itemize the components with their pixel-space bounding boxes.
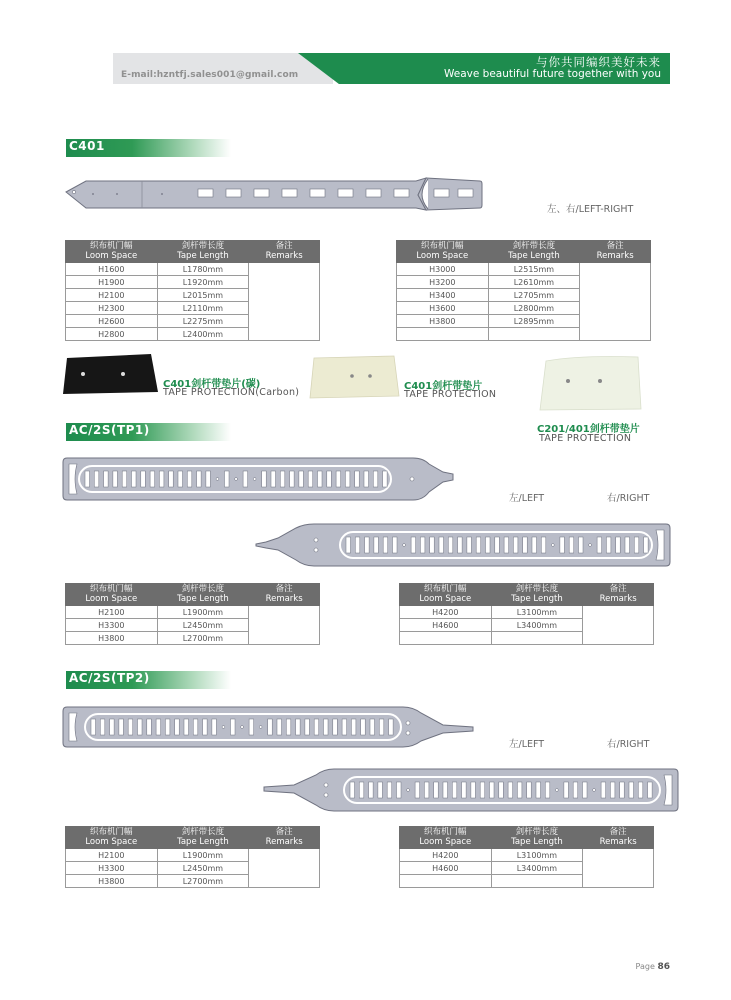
tape-hole: [216, 478, 219, 481]
tape-slot: [175, 719, 180, 735]
tape-slot: [268, 719, 273, 735]
tape-slot: [351, 719, 356, 735]
tape-slot: [620, 782, 625, 798]
table-row: H2300 L2110mm: [66, 302, 320, 315]
section-title-tp1: AC/2S(TP1): [69, 423, 150, 437]
tape-slot: [147, 719, 152, 735]
tape-slot: [462, 782, 467, 798]
tape-slot: [119, 719, 124, 735]
tape-slot: [452, 782, 457, 798]
tape-slot: [128, 719, 133, 735]
col-header-loom: 织布机门幅 Loom Space: [66, 241, 158, 263]
tape-slot: [536, 782, 541, 798]
col-header-tape: 剑杆带长度 Tape Length: [157, 584, 249, 606]
tape-slot: [333, 719, 338, 735]
tape-hole: [235, 478, 238, 481]
pad-c201-image: [540, 355, 642, 411]
tape-hole: [403, 544, 406, 547]
tape-slot: [138, 719, 143, 735]
remarks-cell: [249, 263, 320, 341]
tape-slot: [197, 471, 202, 487]
table-row: H3800 L2700mm: [66, 875, 320, 888]
tape-slot: [308, 471, 313, 487]
tape-slot: [243, 471, 248, 487]
col-header-remarks: 备注 Remarks: [583, 827, 654, 849]
pad-carbon-title: C401剑杆带垫片(碳): [163, 379, 261, 390]
tape-slot: [305, 719, 310, 735]
tape-slot: [504, 537, 509, 553]
tape-slot: [638, 782, 643, 798]
tape-slot: [424, 782, 429, 798]
remarks-cell: [583, 849, 654, 888]
table-row: H3300 L2450mm: [66, 619, 320, 632]
tape-slot: [203, 719, 208, 735]
tape-slot: [513, 537, 518, 553]
pad-standard-image: [310, 356, 400, 398]
tp2-right-tape-drawing: [264, 767, 678, 813]
tape-slot: [610, 782, 615, 798]
tape-slot: [374, 537, 379, 553]
col-header-loom: 织布机门幅 Loom Space: [66, 827, 158, 849]
tape-slot: [616, 537, 621, 553]
tape-slot: [573, 782, 578, 798]
table-row: H3000 L2515mm: [397, 263, 651, 276]
tape-slot: [206, 471, 211, 487]
tp2-left-tape-drawing: [63, 705, 475, 749]
col-header-tape: 剑杆带长度 Tape Length: [157, 827, 249, 849]
tape-slot: [85, 471, 90, 487]
tape-slot: [364, 471, 369, 487]
tape-slot: [336, 471, 341, 487]
tape-hole: [241, 726, 244, 729]
section-label-tp1: [66, 423, 231, 441]
tape-slot: [104, 471, 109, 487]
col-header-loom: 织布机门幅 Loom Space: [400, 584, 492, 606]
tape-slot: [499, 782, 504, 798]
c401-table-right: [396, 240, 651, 341]
tape-slot: [411, 537, 416, 553]
table-row: H3300 L2450mm: [66, 862, 320, 875]
tape-slot: [434, 782, 439, 798]
header-email: E-mail:hzntfj.sales001@gmail.com: [121, 70, 299, 80]
table-row: H2800 L2400mm: [66, 328, 320, 341]
tape-slot: [387, 782, 392, 798]
tape-slot: [345, 471, 350, 487]
tape-hole: [222, 726, 225, 729]
section-title-tp2: AC/2S(TP2): [69, 671, 150, 685]
table-row: H3200 L2610mm: [397, 276, 651, 289]
col-header-tape: 剑杆带长度 Tape Length: [491, 827, 583, 849]
tape-slot: [476, 537, 481, 553]
tape-slot: [383, 537, 388, 553]
remarks-cell: [249, 606, 320, 645]
tp2-table-left: [65, 826, 320, 888]
table-row: H2100 L1900mm: [66, 849, 320, 862]
col-header-loom: 织布机门幅 Loom Space: [66, 584, 158, 606]
tape-slot: [379, 719, 384, 735]
tape-slot: [231, 719, 236, 735]
tape-slot: [355, 537, 360, 553]
tape-hole: [555, 789, 558, 792]
table-row: H3800 L2895mm: [397, 315, 651, 328]
tape-slot: [271, 471, 276, 487]
tape-slot: [290, 471, 295, 487]
tape-slot: [280, 471, 285, 487]
col-header-loom: 织布机门幅 Loom Space: [397, 241, 489, 263]
tape-slot: [327, 471, 332, 487]
tape-slot: [370, 719, 375, 735]
tape-slot: [178, 471, 183, 487]
tape-slot: [393, 537, 398, 553]
tape-slot: [100, 719, 105, 735]
tp2-left-label: 左/LEFT: [509, 739, 545, 750]
tape-slot: [314, 719, 319, 735]
tape-slot: [648, 782, 653, 798]
table-row: H3400 L2705mm: [397, 289, 651, 302]
col-header-remarks: 备注 Remarks: [580, 241, 651, 263]
c401-direction-label: 左、右/LEFT-RIGHT: [547, 204, 634, 215]
tape-slot: [122, 471, 127, 487]
tape-slot: [415, 782, 420, 798]
tape-slot: [193, 719, 198, 735]
tape-slot: [597, 537, 602, 553]
tape-slot: [389, 719, 394, 735]
tape-slot: [187, 471, 192, 487]
tape-slot: [132, 471, 137, 487]
tape-slot: [644, 537, 649, 553]
tape-slot: [110, 719, 115, 735]
tape-slot: [420, 537, 425, 553]
table-row: H3800 L2700mm: [66, 632, 320, 645]
c401-tape-drawing: [66, 178, 486, 212]
tape-slot: [296, 719, 301, 735]
tape-slot: [527, 782, 532, 798]
tape-slot: [365, 537, 370, 553]
tape-slot: [606, 537, 611, 553]
tape-slot: [361, 719, 366, 735]
tape-slot: [225, 471, 230, 487]
tape-slot: [545, 782, 550, 798]
tp1-table-left: [65, 583, 320, 645]
table-row: H2100 L2015mm: [66, 289, 320, 302]
pad-carbon-image: [63, 354, 159, 394]
tape-slot: [579, 537, 584, 553]
tape-slot: [369, 782, 374, 798]
remarks-cell: [583, 606, 654, 645]
tape-slot: [634, 537, 639, 553]
tape-hole: [259, 726, 262, 729]
tape-slot: [355, 471, 360, 487]
tape-slot: [439, 537, 444, 553]
tape-slot: [508, 782, 512, 798]
col-header-tape: 剑杆带长度 Tape Length: [488, 241, 580, 263]
tape-slot: [342, 719, 347, 735]
tape-hole: [589, 544, 592, 547]
tape-slot: [150, 471, 155, 487]
tape-slot: [629, 782, 634, 798]
tape-slot: [397, 782, 402, 798]
pad-standard-title: C401剑杆带垫片: [404, 381, 483, 392]
tape-slot: [286, 719, 291, 735]
tp1-right-label: 右/RIGHT: [607, 493, 650, 504]
tape-slot: [113, 471, 118, 487]
tape-slot: [495, 537, 500, 553]
tape-slot: [564, 782, 569, 798]
tape-slot: [324, 719, 329, 735]
col-header-tape: 剑杆带长度 Tape Length: [157, 241, 249, 263]
tape-slot: [560, 537, 565, 553]
tape-slot: [625, 537, 630, 553]
tape-slot: [94, 471, 99, 487]
table-row: H2100 L1900mm: [66, 606, 320, 619]
tape-hole: [253, 478, 256, 481]
table-row: H4200 L3100mm: [400, 849, 654, 862]
tape-hole: [407, 789, 410, 792]
tape-slot: [91, 719, 96, 735]
tp1-left-tape-drawing: [63, 456, 455, 504]
tape-slot: [443, 782, 448, 798]
tp2-right-label: 右/RIGHT: [607, 739, 650, 750]
section-title-c401: C401: [69, 139, 105, 153]
pad-standard-subtitle: TAPE PROTECTION: [404, 389, 497, 400]
tp2-table-right: [399, 826, 654, 888]
tape-slot: [165, 719, 170, 735]
table-row: H4600 L3400mm: [400, 862, 654, 875]
tape-slot: [480, 782, 485, 798]
tape-slot: [159, 471, 164, 487]
tape-slot: [583, 782, 588, 798]
col-header-remarks: 备注 Remarks: [583, 584, 654, 606]
tape-slot: [184, 719, 189, 735]
table-row: H2600 L2275mm: [66, 315, 320, 328]
tape-slot: [346, 537, 351, 553]
tape-slot: [490, 782, 495, 798]
tape-slot: [359, 782, 364, 798]
tape-slot: [350, 782, 355, 798]
tape-slot: [141, 471, 146, 487]
tape-slot: [569, 537, 574, 553]
pad-carbon-subtitle: TAPE PROTECTION(Carbon): [163, 387, 300, 398]
section-label-tp2: [66, 671, 231, 689]
remarks-cell: [249, 849, 320, 888]
tape-slot: [486, 537, 491, 553]
tape-slot: [517, 782, 522, 798]
tp1-left-label: 左/LEFT: [509, 493, 545, 504]
table-row: H1600 L1780mm: [66, 263, 320, 276]
page-number: Page 86: [635, 962, 670, 972]
tape-slot: [430, 537, 435, 553]
tp1-table-right: [399, 583, 654, 645]
tape-slot: [448, 537, 453, 553]
table-row: H4200 L3100mm: [400, 606, 654, 619]
tape-slot: [467, 537, 472, 553]
col-header-remarks: 备注 Remarks: [249, 827, 320, 849]
table-row: H1900 L1920mm: [66, 276, 320, 289]
tape-slot: [212, 719, 217, 735]
table-row: H4600 L3400mm: [400, 619, 654, 632]
tape-slot: [277, 719, 282, 735]
tape-slot: [523, 537, 528, 553]
tape-slot: [383, 471, 388, 487]
tape-slot: [156, 719, 161, 735]
tape-slot: [262, 471, 267, 487]
tape-slot: [458, 537, 463, 553]
tape-slot: [471, 782, 476, 798]
tape-slot: [601, 782, 606, 798]
tape-hole: [593, 789, 596, 792]
c401-table-left: [65, 240, 320, 341]
header-slogan-en: Weave beautiful future together with you: [444, 68, 661, 80]
tape-slot: [541, 537, 546, 553]
col-header-loom: 织布机门幅 Loom Space: [400, 827, 492, 849]
table-row: H3600 L2800mm: [397, 302, 651, 315]
tape-hole: [551, 544, 554, 547]
header-slogan-cn: 与你共同编织美好未来: [536, 55, 661, 69]
col-header-remarks: 备注 Remarks: [249, 241, 320, 263]
tape-slot: [378, 782, 383, 798]
tp1-right-tape-drawing: [256, 522, 670, 570]
col-header-tape: 剑杆带长度 Tape Length: [491, 584, 583, 606]
pad-c201-title: C201/401剑杆带垫片: [537, 424, 640, 435]
tape-slot: [169, 471, 174, 487]
tape-slot: [373, 471, 378, 487]
col-header-remarks: 备注 Remarks: [249, 584, 320, 606]
tape-slot: [318, 471, 323, 487]
pad-c201-subtitle: TAPE PROTECTION: [539, 433, 632, 444]
tape-slot: [249, 719, 254, 735]
tape-slot: [299, 471, 304, 487]
tape-slot: [532, 537, 537, 553]
section-label-c401: [66, 139, 231, 157]
remarks-cell: [580, 263, 651, 341]
